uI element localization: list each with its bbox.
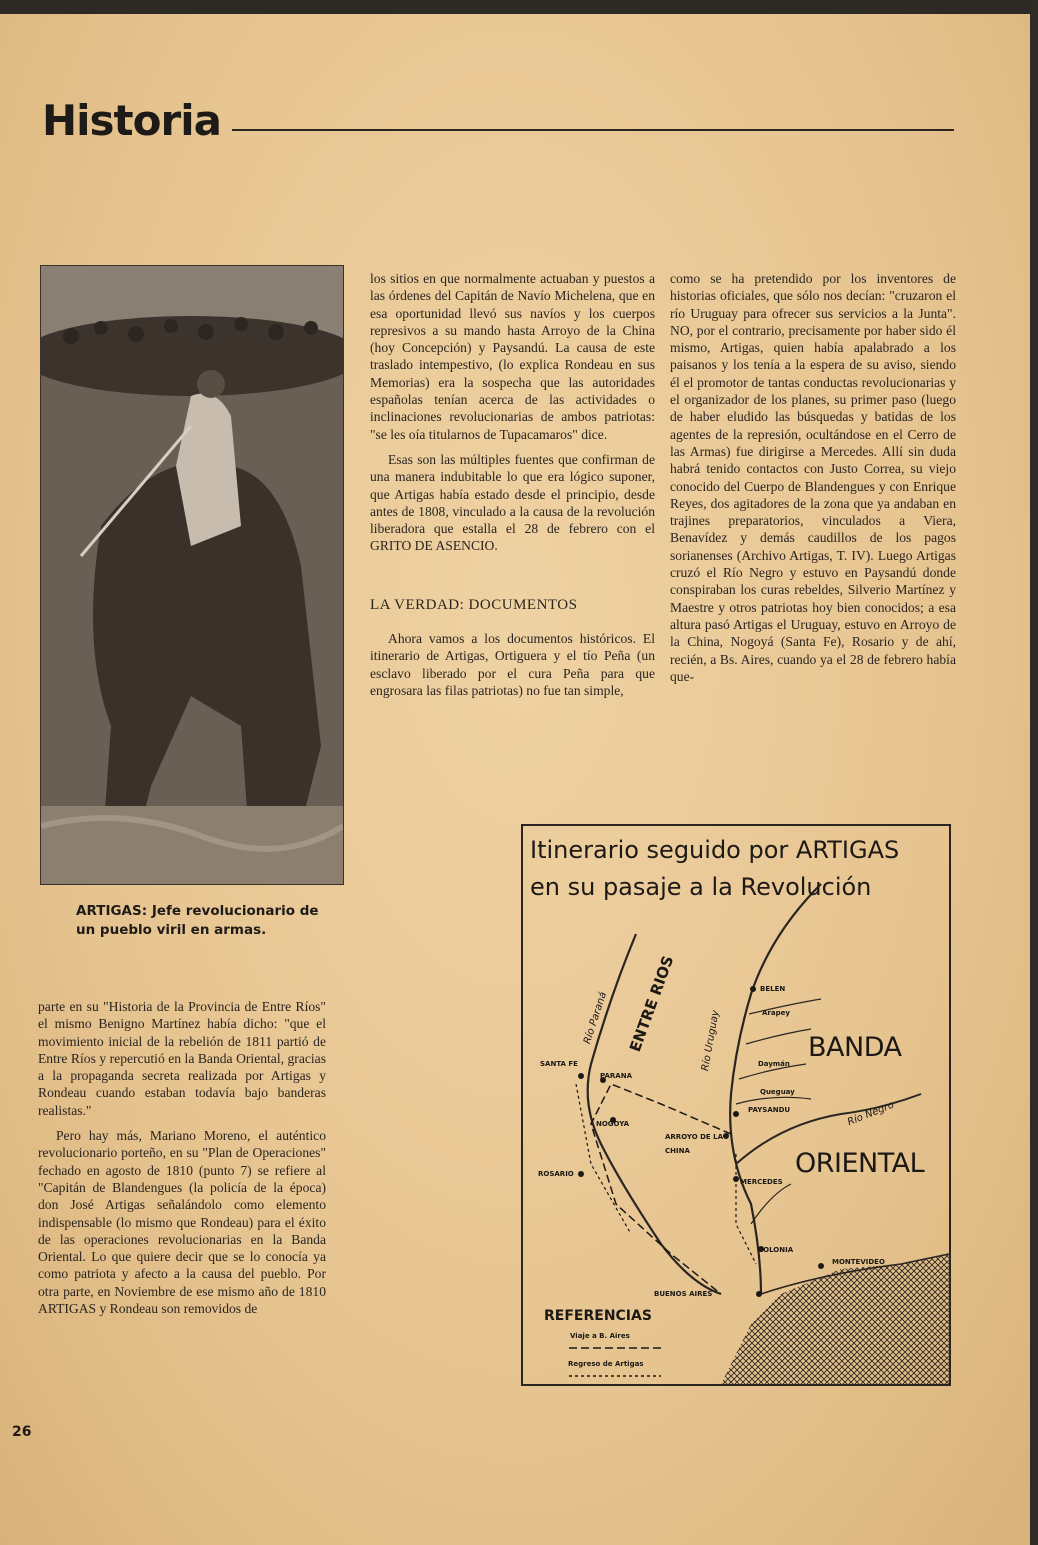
map-legend-item-1: Viaje a B. Aires — [570, 1332, 630, 1340]
map-label-colonia: COLONIA — [758, 1246, 794, 1254]
scan-top-edge — [0, 0, 1038, 14]
map-label-arapey: Arapey — [762, 1009, 790, 1017]
map-label-mercedes: MERCEDES — [740, 1178, 783, 1186]
paragraph: como se ha pretendido por los inventores de historias oficiales, que sólo nos decían: "cruzaron el río Uruguay para ofrecer sus servicios a la Junta". NO, por el contrario, precisamente por haber sido él mismo, Artigas, quien había apalabrado a los paisanos y los tenía a la espera de su aviso, siendo él el promotor de tantas conductas revolucionarias y el organizador de los planes, su primer paso (luego de haber eludido las búsquedas y batidas de los agentes de la represión, ocultándose en el Cerro de las Armas) fue dirigirse a Mercedes. Allí sin duda habrá tenido contactos con Justo Correa, su viejo conocido del Cuerpo de Blandengues y con Enrique Reyes, dos agitadores de la zona que ya andaban en trajines preparatorios, vinculados a Viera, Benavídez y demás caudillos de los pagos sorianenses (Archivo Artigas, T. IV). Luego Artigas cruzó el Río Negro y estuvo en Paysandú donde conspiraban los curas rebeldes, Silverio Martínez y Maestre y otros patriotas hoy bien conocidos; a esa altura pasó Artigas el Uruguay, estuvo en Arroyo de la China, Nogoyá (Santa Fe), Rosario y de ahí, recién, a Bs. Aires, cuando ya el 28 de febrero había que- — [670, 271, 956, 684]
page-number: 26 — [12, 1424, 32, 1440]
paragraph: parte en su "Historia de la Provincia de Entre Ríos" el mismo Benigno Martínez había dicho: "que el movimiento inicial de la rebelión de 1811 partió de Entre Ríos y repercutió en la Banda Oriental, gracias a la propaganda secreta realizada por Artigas y Rondeau cuando estaban todavía bajo banderas realistas." — [38, 999, 326, 1118]
map-label-rio-uruguay: Río Uruguay — [700, 1009, 722, 1072]
article-column-1 — [370, 270, 655, 707]
map-label-rio-parana: Río Paraná — [582, 990, 610, 1046]
map-label-banda: BANDA — [808, 1032, 902, 1063]
map-label-nogoya: NOGOYA — [596, 1120, 630, 1128]
map-label-belen: BELEN — [760, 985, 786, 993]
show-through-text — [520, 140, 950, 188]
map-label-dayman: Daymán — [758, 1060, 790, 1068]
map-label-queguay: Queguay — [760, 1088, 795, 1096]
paragraph: Pero hay más, Mariano Moreno, el auténtico revolucionario porteño, en su "Plan de Operaciones" fechado en agosto de 1810 (punto 7) se refiere al "Capitán de Blandengues (la policía de la época) don José Artigas señalándolo como elemento indispensable (lo mismo que Rondeau) para el éxito de las operaciones revolucionarias en la Banda Oriental. Lo que quiere decir que se lo conocía ya como patriota y afecto a la causa del pueblo. Por otra parte, en Noviembre de ese mismo año de 1810 ARTIGAS y Rondeau son removidos de — [38, 1128, 326, 1317]
map-label-entre-rios: ENTRE RIOS — [626, 953, 678, 1055]
map-label-parana: PARANA — [600, 1072, 632, 1080]
map-label-rio-negro: Río Negro — [846, 1099, 896, 1129]
paragraph: los sitios en que normalmente actuaban y puestos a las órdenes del Capitán de Navío Michelena, que en esa oportunidad llevó sus navíos y los cuerpos represivos a su mando hasta Arroyo de la China (hoy Concepción) y Paysandú. La causa de este traslado intempestivo, (lo explica Rondeau en sus Memorias) era la sospecha que las autoridades españolas tenían acerca de las actividades o inclinaciones revolucionarias de ambos patriotas: "se les oía titularnos de Tupacamaros" dice. — [370, 271, 655, 442]
map-label-arroyo-china: ARROYO DE LA CHINA — [665, 1133, 724, 1155]
map-label-oriental: ORIENTAL — [795, 1148, 925, 1179]
photo-caption: ARTIGAS: Jefe revolucionario de un pueblo viril en armas. — [76, 903, 319, 938]
subheading: LA VERDAD: DOCUMENTOS — [370, 596, 578, 613]
map-legend-title: REFERENCIAS — [544, 1308, 652, 1324]
scan-right-edge — [1030, 0, 1038, 1545]
map-label-montevideo: MONTEVIDEO — [832, 1258, 885, 1266]
map-title — [530, 832, 899, 906]
map-title-line-1: Itinerario seguido por ARTIGAS — [530, 836, 900, 864]
map-label-rosario: ROSARIO — [538, 1170, 574, 1178]
map-legend-item-2: Regreso de Artigas — [568, 1360, 644, 1368]
paragraph: Esas son las múltiples fuentes que confirman de una manera indubitable lo que era lógico suponer, que Artigas había estado desde el principio, desde antes de 1808, vinculado a la causa de la revolución liberadora que estalla el 28 de febrero con el GRITO DE ASENCIO. — [370, 451, 655, 554]
map-label-buenos-aires: BUENOS AIRES — [654, 1290, 713, 1298]
paragraph: Ahora vamos a los documentos históricos. El itinerario de Artigas, Ortiguera y el tío Peña (un esclavo liberado por el cura Peña para que engrosara las filas patriotas) no fue tan simple, — [370, 631, 655, 698]
map-label-paysandu: PAYSANDU — [748, 1106, 791, 1114]
section-title: Historia — [42, 96, 221, 145]
title-rule — [232, 129, 954, 131]
article-column-2 — [670, 270, 956, 693]
article-column-left — [38, 998, 326, 1325]
map-title-line-2: en su pasaje a la Revolución — [530, 873, 872, 901]
artigas-photo — [40, 265, 344, 885]
map-label-santa-fe: SANTA FE — [540, 1060, 578, 1068]
